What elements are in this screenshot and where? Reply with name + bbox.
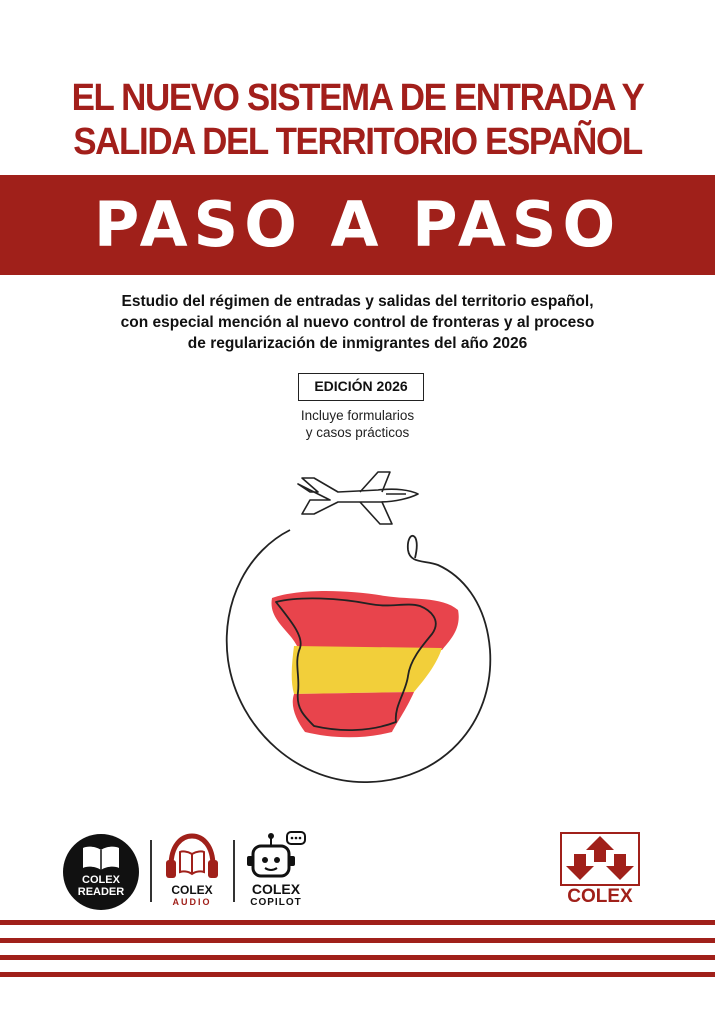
title-banner [0, 175, 715, 275]
includes-line-2: y casos prácticos [305, 425, 410, 440]
subtitle-line-1: Estudio del régimen de entradas y salidas del territorio español, [121, 293, 594, 310]
colex-audio-logo [163, 832, 221, 910]
includes-note [0, 407, 715, 441]
includes-line-1: Incluye formularios [300, 408, 415, 423]
colex-publisher-logo [560, 832, 640, 908]
title-line-1: EL NUEVO SISTEMA DE ENTRADA Y [71, 77, 644, 119]
copilot-line-2: COPILOT [250, 897, 302, 908]
subtitle-line-2: con especial mención al nuevo control de fronteras y al proceso [120, 314, 595, 331]
bottom-stripe-3 [0, 955, 715, 960]
colex-reader-logo [63, 834, 139, 910]
logo-divider-2 [233, 840, 235, 902]
title-line-2: SALIDA DEL TERRITORIO ESPAÑOL [73, 121, 642, 163]
colex-copilot-logo [243, 830, 309, 910]
colex-arrows-icon [560, 832, 640, 886]
travel-illustration [210, 470, 510, 800]
book-title [29, 76, 687, 164]
robot-icon [243, 830, 309, 882]
headphones-book-icon [163, 832, 221, 882]
logo-divider-1 [150, 840, 152, 902]
bottom-stripe-1 [0, 920, 715, 925]
airplane-icon [298, 472, 418, 524]
banner-text: PASO A PASO [93, 188, 622, 261]
copilot-line-1: COLEX [251, 881, 301, 897]
subtitle-line-3: de regularización de inmigrantes del año 2026 [187, 335, 528, 352]
audio-line-1: COLEX [171, 883, 213, 897]
reader-line-2: READER [77, 886, 125, 898]
bottom-stripe-2 [0, 938, 715, 943]
book-subtitle [0, 291, 715, 354]
open-book-icon [81, 844, 121, 872]
colex-wordmark: COLEX [567, 886, 633, 907]
audio-line-2: AUDIO [172, 897, 212, 907]
reader-line-1: COLEX [82, 874, 120, 886]
spain-map-icon [272, 591, 459, 737]
edition-badge: EDICIÓN 2026 [298, 373, 424, 401]
bottom-stripe-4 [0, 972, 715, 977]
